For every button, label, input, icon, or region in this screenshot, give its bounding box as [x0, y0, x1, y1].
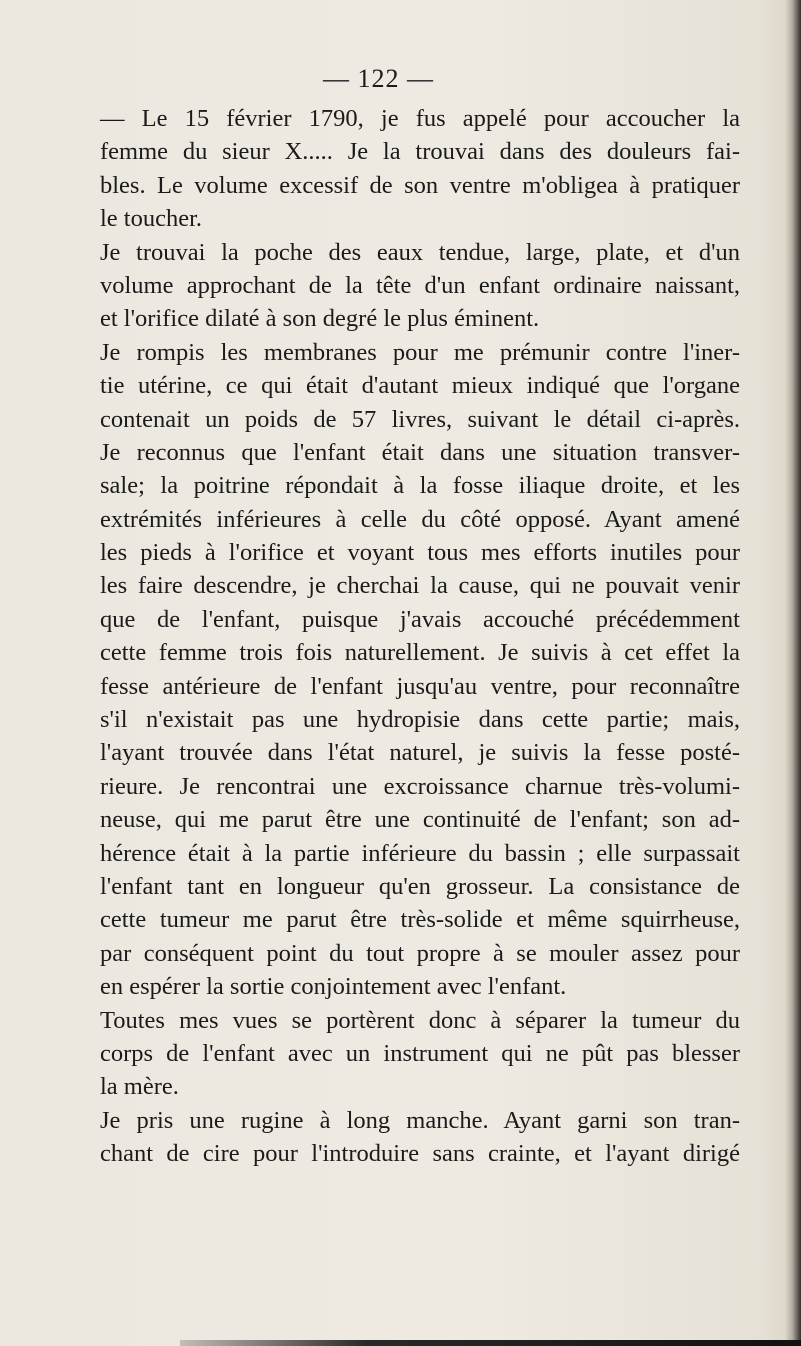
text-line: volume approchant de la tête d'un enfant ordinaire naissant,	[100, 271, 740, 299]
text-line: par conséquent point du tout propre à se mouler assez pour	[100, 939, 740, 967]
text-line: et l'orifice dilaté à son degré le plus éminent.	[100, 305, 540, 333]
text-line: contenait un poids de 57 livres, suivant le détail ci-après.	[100, 405, 740, 433]
text-line: — Le 15 février 1790, je fus appelé pour accoucher la	[100, 105, 740, 132]
text-line: bles. Le volume excessif de son ventre m'obligea à pratiquer	[100, 171, 740, 199]
text-line: la mère.	[100, 1073, 179, 1101]
text-line: Je rompis les membranes pour me prémunir contre l'iner-	[100, 338, 740, 366]
text-line: femme du sieur X..... Je la trouvai dans des douleurs fai-	[100, 138, 740, 166]
text-line: rieure. Je rencontrai une excroissance charnue très-volumi-	[100, 772, 740, 800]
text-line: Je reconnus que l'enfant était dans une situation transver-	[100, 438, 740, 466]
text-line: Je pris une rugine à long manche. Ayant garni son tran-	[100, 1106, 740, 1134]
text-line: les faire descendre, je cherchai la cause, qui ne pouvait venir	[100, 572, 740, 600]
text-line: Toutes mes vues se portèrent donc à séparer la tumeur du	[100, 1006, 740, 1034]
body-text	[100, 102, 740, 1171]
text-line: l'ayant trouvée dans l'état naturel, je suivis la fesse posté-	[100, 739, 740, 767]
text-line: corps de l'enfant avec un instrument qui ne pût pas blesser	[100, 1039, 740, 1067]
text-line: cette femme trois fois naturellement. Je suivis à cet effet la	[100, 639, 740, 667]
text-line: cette tumeur me parut être très-solide et même squirrheuse,	[100, 906, 740, 934]
text-line: le toucher.	[100, 205, 203, 233]
page-number: — 122 —	[323, 64, 434, 93]
page-edge-shadow	[785, 0, 801, 1346]
text-line: tie utérine, ce qui était d'autant mieux indiqué que l'organe	[100, 372, 740, 400]
text-line: sale; la poitrine répondait à la fosse iliaque droite, et les	[100, 472, 740, 500]
text-line: que de l'enfant, puisque j'avais accouché précédemment	[100, 605, 740, 633]
text-line: hérence était à la partie inférieure du bassin ; elle surpassait	[100, 839, 740, 867]
page-bottom-edge	[180, 1340, 801, 1346]
text-line: fesse antérieure de l'enfant jusqu'au ventre, pour reconnaître	[100, 672, 740, 700]
text-line: en espérer la sortie conjointement avec l'enfant.	[100, 973, 567, 1001]
text-line: les pieds à l'orifice et voyant tous mes efforts inutiles pour	[100, 539, 740, 567]
text-line: chant de cire pour l'introduire sans crainte, et l'ayant dirigé	[100, 1140, 740, 1168]
text-line: Je trouvai la poche des eaux tendue, large, plate, et d'un	[100, 238, 740, 266]
text-line: neuse, qui me parut être une continuité de l'enfant; son ad-	[100, 806, 740, 834]
text-line: extrémités inférieures à celle du côté opposé. Ayant amené	[100, 505, 740, 533]
text-line: s'il n'existait pas une hydropisie dans cette partie; mais,	[100, 706, 740, 734]
text-line: l'enfant tant en longueur qu'en grosseur. La consistance de	[100, 872, 740, 900]
